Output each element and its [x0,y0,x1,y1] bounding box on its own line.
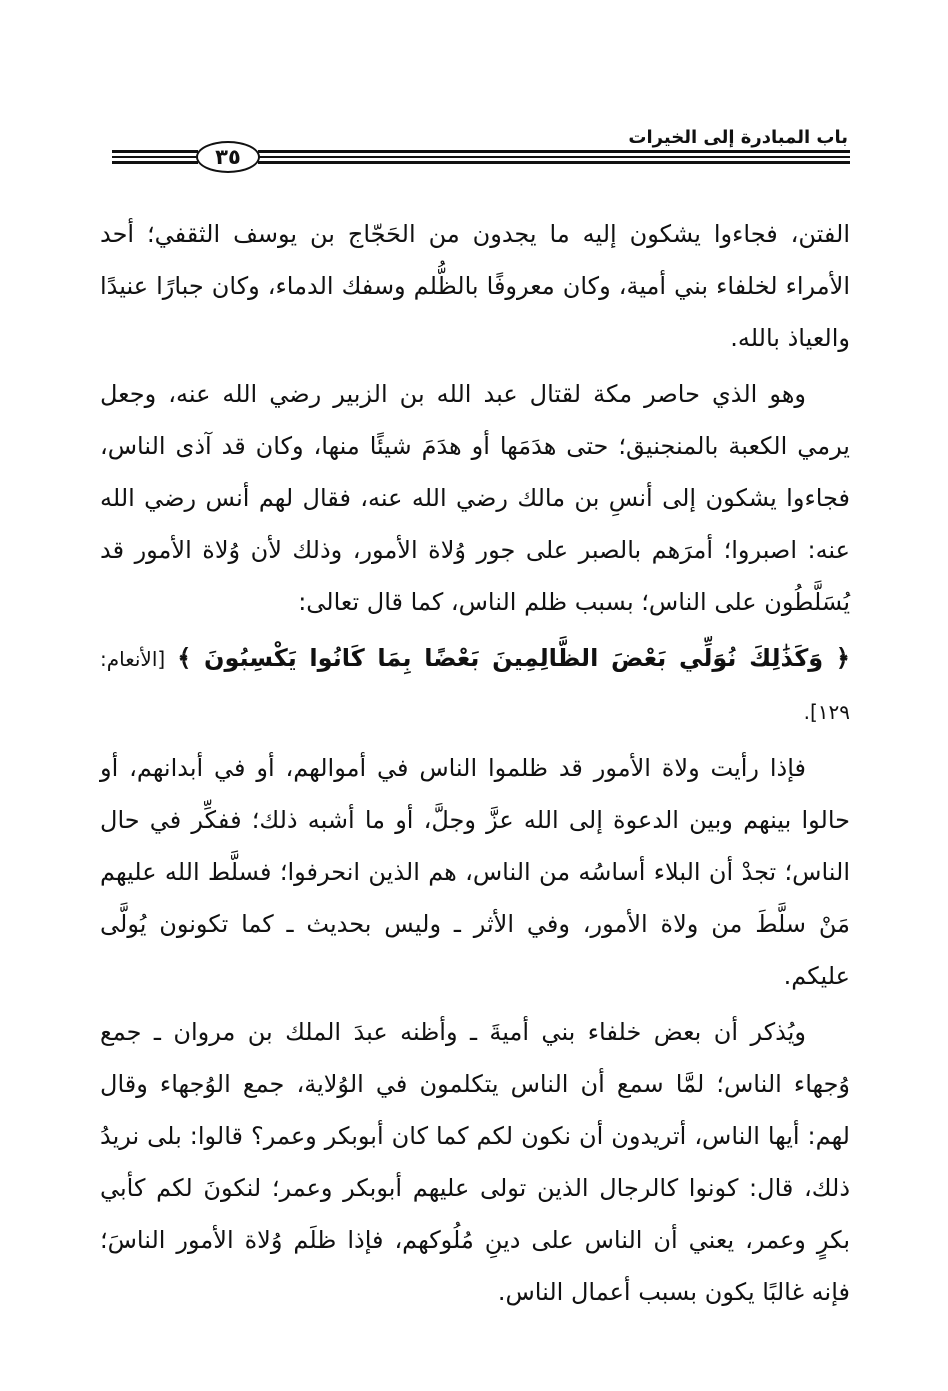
paragraph-2: وهو الذي حاصر مكة لقتال عبد الله بن الزبير رضي الله عنه، وجعل يرمي الكعبة بالمنجنيق؛ حتى هدَمَها أو هدَمَ شيئًا منها، وكان قد آذى الناس، فجاءوا يشكون إلى أنسِ بن مالك رضي الله عنه، فقال لهم أنس رضي الله عنه: اصبروا؛ أمرَهم بالصبر على جور وُلاة الأمور، وذلك لأن وُلاة الأمور قد يُسَلَّطُون على الناس؛ بسبب ظلم الناس، كما قال تعالى: [100,380,850,616]
quran-verse: ﴿ وَكَذَٰلِكَ نُوَلِّي بَعْضَ الظَّالِمِينَ بَعْضًا بِمَا كَانُوا يَكْسِبُونَ ﴾ [177,644,850,672]
quran-verse-line [100,632,850,738]
header-rule-right [258,150,850,164]
verse-reference: [الأنعام: ١٢٩]. [100,647,850,724]
header-rule-left [112,150,198,164]
paragraph-3: فإذا رأيت ولاة الأمور قد ظلموا الناس في أموالهم، أو في أبدانهم، أو حالوا بينهم وبين الدعوة إلى الله عزَّ وجلَّ، أو ما أشبه ذلك؛ ففكِّر في حال الناس؛ تجدْ أن البلاء أساسُه من الناس، هم الذين انحرفوا؛ فسلَّط الله عليهم مَنْ سلَّطَ من ولاة الأمور، وفي الأثر ـ وليس بحديث ـ كما تكونون يُولَّى عليكم. [100,754,850,990]
running-title: باب المبادرة إلى الخيرات [628,127,848,148]
page-number: ٣٥ [196,141,260,173]
paragraph-4: ويُذكر أن بعض خلفاء بني أميةَ ـ وأظنه عبدَ الملك بن مروان ـ جمع وُجهاء الناس؛ لمَّا سمع أن الناس يتكلمون في الوُلاية، جمع الوُجهاء وقال لهم: أيها الناس، أتريدون أن نكون لكم كما كان أبوبكر وعمر؟ قالوا: بلى نريدُ ذلك، قال: كونوا كالرجال الذين تولى عليهم أبوبكر وعمر؛ لنكونَ لكم كأبي بكرٍ وعمر، يعني أن الناس على دينِ مُلُوكهم، فإذا ظلَم وُلاة الأمور الناسَ؛ فإنه غالبًا يكون بسبب أعمال الناس. [100,1018,850,1306]
paragraph-1: الفتن، فجاءوا يشكون إليه ما يجدون من الحَجّاج بن يوسف الثقفي؛ أحد الأمراء لخلفاء بني أمية، وكان معروفًا بالظُّلم وسفك الدماء، وكان جبارًا عنيدًا والعياذ بالله. [100,220,850,352]
body-text [100,208,850,1322]
